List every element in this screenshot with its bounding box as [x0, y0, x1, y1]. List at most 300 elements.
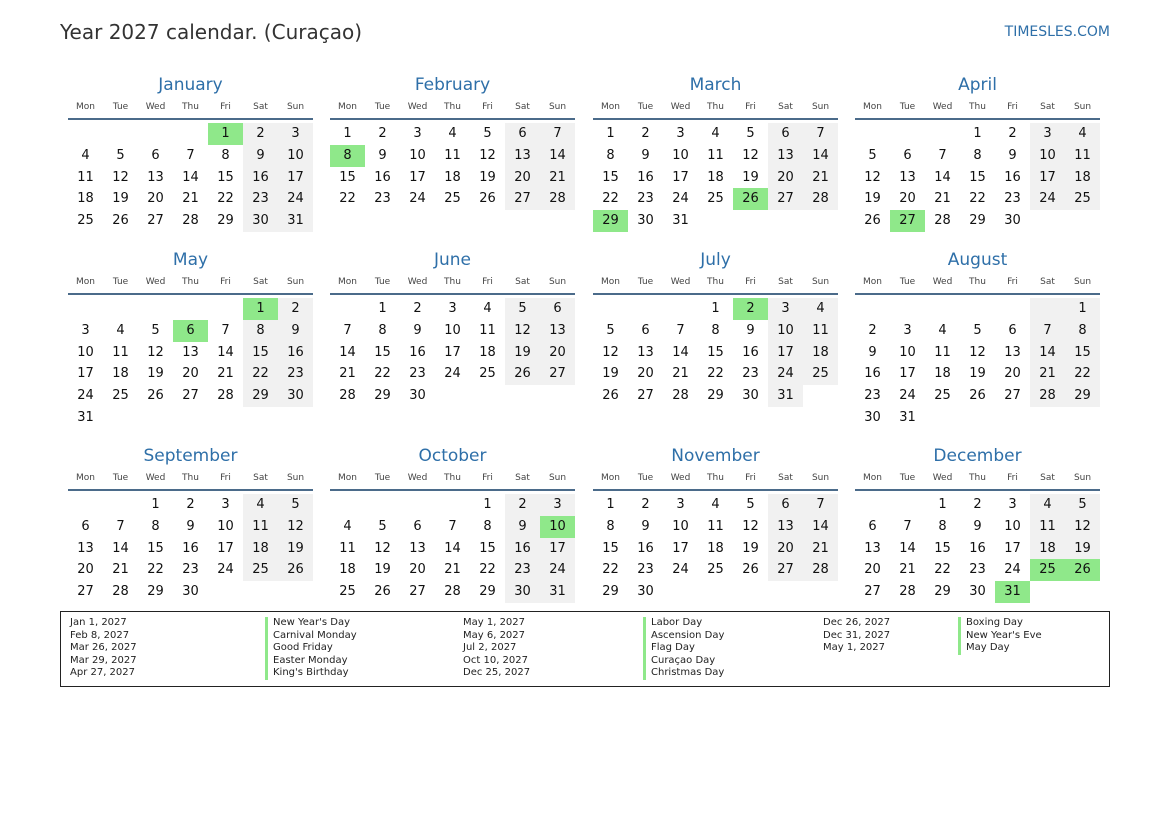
day-cell: 24: [768, 363, 803, 385]
day-cell: 17: [444, 344, 461, 360]
weekday-label: Mon: [76, 277, 95, 287]
weekday-label: Wed: [670, 102, 691, 112]
day-cell: 24: [278, 188, 313, 210]
day-cell: 16: [374, 169, 391, 185]
day-cell: 17: [1004, 540, 1021, 556]
empty-cell: [243, 581, 278, 603]
weekday-label: Sun: [286, 102, 305, 112]
weekday-label: Thu: [707, 473, 724, 483]
day-cell: 19: [479, 169, 496, 185]
day-cell: 6: [505, 123, 540, 145]
day-cell: 24: [1004, 562, 1021, 578]
weekday-label: Tue: [374, 277, 391, 287]
day-cell: 25: [1065, 188, 1100, 210]
day-cell: 16: [243, 167, 278, 189]
weekday-header: [330, 100, 575, 114]
weekday-label: Wed: [932, 277, 953, 287]
day-cell: 15: [934, 540, 951, 556]
weekday-label: Sun: [811, 277, 830, 287]
weekday-label: Mon: [76, 102, 95, 112]
day-cell: 30: [278, 385, 313, 407]
weekday-label: Sat: [253, 102, 268, 112]
weekday-label: Tue: [374, 473, 391, 483]
day-cell: 17: [672, 169, 689, 185]
day-cell: 29: [217, 213, 234, 229]
month-name: June: [433, 250, 472, 270]
day-cell: 16: [637, 169, 654, 185]
weekday-label: Sat: [253, 473, 268, 483]
weekday-label: Fri: [1007, 277, 1018, 287]
weekday-label: Thu: [182, 473, 199, 483]
day-cell: 9: [973, 518, 982, 534]
day-cell: 20: [540, 342, 575, 364]
day-cell: 8: [483, 518, 492, 534]
day-cell: 1: [973, 126, 982, 141]
day-cell: 8: [938, 518, 947, 534]
day-cell: 24: [77, 388, 94, 404]
legend-holiday-name: May Day: [958, 642, 1042, 655]
day-cell: 8: [330, 145, 365, 167]
day-cell: 24: [672, 191, 689, 207]
day-cell: 30: [243, 210, 278, 232]
empty-cell: [400, 494, 435, 516]
day-cell: 1: [606, 126, 615, 141]
day-cell: 6: [413, 518, 422, 534]
empty-cell: [278, 581, 313, 603]
day-cell: 20: [1004, 366, 1021, 382]
day-cell: 30: [1004, 213, 1021, 229]
day-cell: 18: [707, 540, 724, 556]
empty-cell: [890, 494, 925, 516]
day-cell: 18: [803, 342, 838, 364]
day-cell: 5: [151, 322, 160, 338]
day-cell: 14: [540, 145, 575, 167]
day-cell: 3: [1008, 497, 1017, 512]
day-cell: 2: [378, 126, 387, 141]
weekday-label: Sun: [548, 277, 567, 287]
day-cell: 16: [1004, 169, 1021, 185]
day-grid: [855, 123, 1100, 232]
day-cell: 28: [899, 584, 916, 600]
day-cell: 18: [1065, 167, 1100, 189]
empty-cell: [803, 210, 838, 232]
empty-cell: [173, 123, 208, 145]
day-cell: 2: [413, 301, 422, 316]
day-cell: 31: [77, 409, 94, 425]
weekday-label: Sat: [253, 277, 268, 287]
month-name: January: [158, 75, 223, 95]
day-cell: 2: [641, 126, 650, 141]
header-rule: [855, 293, 1100, 295]
weekday-label: Fri: [482, 473, 493, 483]
header-rule: [330, 293, 575, 295]
month-name: July: [700, 250, 731, 270]
day-cell: 8: [711, 322, 720, 338]
day-cell: 7: [803, 123, 838, 145]
day-cell: 30: [969, 584, 986, 600]
weekday-label: Wed: [145, 473, 166, 483]
day-cell: 16: [409, 344, 426, 360]
empty-cell: [68, 494, 103, 516]
day-cell: 27: [890, 210, 925, 232]
legend-names: [958, 617, 1042, 655]
day-cell: 22: [339, 191, 356, 207]
day-cell: 5: [606, 322, 615, 338]
day-cell: 5: [505, 298, 540, 320]
day-cell: 25: [444, 191, 461, 207]
weekday-header: [593, 275, 838, 289]
day-cell: 16: [278, 342, 313, 364]
day-cell: 26: [602, 388, 619, 404]
day-cell: 10: [444, 322, 461, 338]
day-cell: 6: [81, 518, 90, 534]
day-cell: 24: [1030, 188, 1065, 210]
day-grid: [330, 298, 575, 407]
day-cell: 28: [182, 213, 199, 229]
day-cell: 13: [768, 145, 803, 167]
day-cell: 3: [1030, 123, 1065, 145]
day-cell: 9: [186, 518, 195, 534]
day-cell: 9: [243, 145, 278, 167]
weekday-label: Fri: [1007, 102, 1018, 112]
day-cell: 16: [182, 540, 199, 556]
day-cell: 9: [1008, 147, 1017, 163]
legend-dates: [463, 617, 530, 680]
day-cell: 21: [934, 191, 951, 207]
day-cell: 11: [479, 322, 496, 338]
legend-date: Dec 25, 2027: [463, 667, 531, 679]
day-cell: 25: [803, 363, 838, 385]
legend-date: Dec 31, 2027: [823, 629, 891, 641]
day-cell: 7: [448, 518, 457, 534]
site-link[interactable]: TIMESLES.COM: [1004, 24, 1110, 40]
day-cell: 22: [374, 366, 391, 382]
day-cell: 19: [112, 191, 129, 207]
day-cell: 19: [864, 191, 881, 207]
day-cell: 13: [77, 540, 94, 556]
empty-cell: [435, 494, 470, 516]
day-cell: 23: [374, 191, 391, 207]
day-cell: 30: [637, 584, 654, 600]
day-cell: 14: [112, 540, 129, 556]
empty-cell: [1030, 581, 1065, 603]
day-cell: 24: [540, 559, 575, 581]
legend-holiday-name: Boxing Day: [958, 617, 1042, 630]
legend-holiday-name: Flag Day: [643, 642, 724, 655]
day-cell: 23: [278, 363, 313, 385]
day-cell: 12: [479, 147, 496, 163]
day-cell: 18: [243, 538, 278, 560]
day-cell: 25: [77, 213, 94, 229]
day-cell: 19: [374, 562, 391, 578]
day-cell: 7: [221, 322, 230, 338]
day-cell: 7: [1030, 320, 1065, 342]
day-cell: 23: [505, 559, 540, 581]
day-cell: 20: [77, 562, 94, 578]
day-cell: 4: [938, 322, 947, 338]
empty-cell: [698, 581, 733, 603]
weekday-header: [68, 100, 313, 114]
day-cell: 9: [641, 147, 650, 163]
header-rule: [593, 293, 838, 295]
weekday-label: Mon: [601, 102, 620, 112]
day-cell: 25: [243, 559, 278, 581]
day-cell: 19: [742, 169, 759, 185]
month-name: March: [689, 75, 742, 95]
weekday-header: [855, 471, 1100, 485]
day-cell: 13: [540, 320, 575, 342]
day-cell: 20: [409, 562, 426, 578]
empty-cell: [278, 407, 313, 429]
day-cell: 12: [1065, 516, 1100, 538]
day-cell: 3: [676, 126, 685, 141]
day-grid: [593, 123, 838, 232]
day-cell: 9: [746, 322, 755, 338]
day-grid: [68, 494, 313, 603]
month-name: December: [933, 446, 1022, 466]
day-cell: 6: [641, 322, 650, 338]
day-cell: 21: [803, 538, 838, 560]
empty-cell: [733, 581, 768, 603]
day-cell: 31: [672, 213, 689, 229]
day-cell: 27: [1004, 388, 1021, 404]
day-grid: [855, 494, 1100, 603]
day-cell: 19: [1065, 538, 1100, 560]
day-cell: 15: [243, 342, 278, 364]
day-cell: 4: [803, 298, 838, 320]
day-cell: 22: [217, 191, 234, 207]
day-cell: 6: [868, 518, 877, 534]
empty-cell: [628, 298, 663, 320]
weekday-label: Sat: [778, 102, 793, 112]
day-cell: 11: [77, 169, 94, 185]
empty-cell: [768, 210, 803, 232]
empty-cell: [925, 407, 960, 429]
day-cell: 2: [278, 298, 313, 320]
day-cell: 9: [868, 344, 877, 360]
day-cell: 15: [374, 344, 391, 360]
day-cell: 20: [899, 191, 916, 207]
day-cell: 3: [768, 298, 803, 320]
day-cell: 13: [637, 344, 654, 360]
weekday-label: Sun: [286, 277, 305, 287]
day-cell: 5: [116, 147, 125, 163]
day-cell: 3: [448, 301, 457, 316]
day-cell: 3: [278, 123, 313, 145]
day-cell: 19: [147, 366, 164, 382]
month-march: [593, 74, 838, 232]
empty-cell: [103, 407, 138, 429]
weekday-label: Mon: [338, 277, 357, 287]
day-cell: 17: [409, 169, 426, 185]
day-cell: 5: [746, 497, 755, 512]
day-cell: 22: [1065, 363, 1100, 385]
day-cell: 15: [479, 540, 496, 556]
day-cell: 29: [1065, 385, 1100, 407]
day-cell: 14: [803, 516, 838, 538]
day-cell: 22: [147, 562, 164, 578]
day-cell: 10: [768, 320, 803, 342]
day-cell: 30: [864, 409, 881, 425]
day-cell: 20: [637, 366, 654, 382]
day-cell: 13: [409, 540, 426, 556]
day-cell: 1: [1065, 298, 1100, 320]
day-cell: 12: [864, 169, 881, 185]
weekday-label: Sat: [515, 473, 530, 483]
weekday-label: Mon: [338, 473, 357, 483]
legend-date: Mar 26, 2027: [70, 642, 137, 654]
day-cell: 14: [899, 540, 916, 556]
day-cell: 10: [540, 516, 575, 538]
day-cell: 24: [672, 562, 689, 578]
day-grid: [330, 123, 575, 210]
day-grid: [330, 494, 575, 603]
day-cell: 9: [278, 320, 313, 342]
day-cell: 6: [1008, 322, 1017, 338]
empty-cell: [103, 123, 138, 145]
day-cell: 4: [711, 126, 720, 141]
day-cell: 5: [378, 518, 387, 534]
day-cell: 20: [768, 538, 803, 560]
day-cell: 15: [339, 169, 356, 185]
month-february: [330, 74, 575, 210]
day-cell: 7: [186, 147, 195, 163]
empty-cell: [1065, 407, 1100, 429]
day-cell: 20: [864, 562, 881, 578]
day-cell: 20: [768, 167, 803, 189]
weekday-label: Wed: [407, 277, 428, 287]
day-cell: 28: [934, 213, 951, 229]
empty-cell: [435, 385, 470, 407]
day-cell: 1: [483, 497, 492, 512]
day-cell: 5: [746, 126, 755, 141]
day-cell: 4: [711, 497, 720, 512]
weekday-label: Thu: [707, 277, 724, 287]
weekday-label: Sun: [1073, 473, 1092, 483]
day-cell: 31: [995, 581, 1030, 603]
day-cell: 1: [378, 301, 387, 316]
day-cell: 19: [505, 342, 540, 364]
empty-cell: [68, 298, 103, 320]
weekday-label: Mon: [863, 277, 882, 287]
day-cell: 21: [444, 562, 461, 578]
day-cell: 9: [378, 147, 387, 163]
empty-cell: [470, 385, 505, 407]
day-cell: 15: [147, 540, 164, 556]
empty-cell: [138, 123, 173, 145]
day-cell: 19: [742, 540, 759, 556]
day-cell: 29: [374, 388, 391, 404]
day-cell: 6: [151, 147, 160, 163]
day-cell: 28: [803, 559, 838, 581]
day-cell: 24: [444, 366, 461, 382]
day-cell: 3: [413, 126, 422, 141]
day-cell: 30: [409, 388, 426, 404]
empty-cell: [855, 123, 890, 145]
day-cell: 29: [934, 584, 951, 600]
empty-cell: [663, 581, 698, 603]
day-cell: 24: [409, 191, 426, 207]
day-cell: 8: [378, 322, 387, 338]
day-cell: 7: [540, 123, 575, 145]
legend-holiday-name: King's Birthday: [265, 667, 357, 680]
day-cell: 2: [243, 123, 278, 145]
day-cell: 15: [969, 169, 986, 185]
day-cell: 10: [899, 344, 916, 360]
day-cell: 27: [864, 584, 881, 600]
day-cell: 5: [868, 147, 877, 163]
empty-cell: [768, 581, 803, 603]
weekday-label: Wed: [670, 277, 691, 287]
legend-date: May 1, 2027: [823, 642, 886, 654]
day-cell: 12: [969, 344, 986, 360]
day-cell: 7: [343, 322, 352, 338]
weekday-label: Wed: [670, 473, 691, 483]
empty-cell: [1030, 210, 1065, 232]
empty-cell: [103, 298, 138, 320]
day-cell: 11: [707, 518, 724, 534]
header-rule: [330, 118, 575, 120]
weekday-label: Tue: [112, 473, 129, 483]
day-cell: 17: [77, 366, 94, 382]
day-cell: 17: [540, 538, 575, 560]
day-cell: 23: [969, 562, 986, 578]
empty-cell: [243, 407, 278, 429]
legend-date: Dec 26, 2027: [823, 617, 891, 628]
day-cell: 21: [217, 366, 234, 382]
day-cell: 27: [147, 213, 164, 229]
day-cell: 5: [973, 322, 982, 338]
day-cell: 16: [864, 366, 881, 382]
day-cell: 20: [505, 167, 540, 189]
weekday-label: Fri: [482, 102, 493, 112]
holiday-legend: [60, 611, 1110, 687]
day-cell: 17: [217, 540, 234, 556]
legend-holiday-name: Easter Monday: [265, 655, 357, 668]
legend-date: Jan 1, 2027: [70, 617, 127, 628]
day-cell: 13: [899, 169, 916, 185]
day-cell: 18: [339, 562, 356, 578]
day-cell: 25: [112, 388, 129, 404]
header-rule: [68, 489, 313, 491]
header-rule: [593, 118, 838, 120]
day-cell: 25: [707, 191, 724, 207]
day-cell: 22: [243, 363, 278, 385]
month-name: November: [671, 446, 760, 466]
day-cell: 11: [934, 344, 951, 360]
day-cell: 1: [151, 497, 160, 512]
day-cell: 12: [742, 518, 759, 534]
day-cell: 8: [243, 320, 278, 342]
weekday-label: Sat: [515, 102, 530, 112]
day-cell: 7: [903, 518, 912, 534]
day-cell: 18: [1030, 538, 1065, 560]
weekday-label: Wed: [407, 102, 428, 112]
day-cell: 15: [707, 344, 724, 360]
day-cell: 1: [938, 497, 947, 512]
day-cell: 29: [602, 584, 619, 600]
day-cell: 27: [182, 388, 199, 404]
weekday-label: Wed: [145, 277, 166, 287]
day-cell: 11: [243, 516, 278, 538]
day-cell: 14: [182, 169, 199, 185]
day-cell: 8: [973, 147, 982, 163]
empty-cell: [663, 298, 698, 320]
empty-cell: [925, 298, 960, 320]
legend-date: Feb 8, 2027: [70, 629, 130, 641]
month-october: [330, 445, 575, 603]
day-cell: 25: [707, 562, 724, 578]
